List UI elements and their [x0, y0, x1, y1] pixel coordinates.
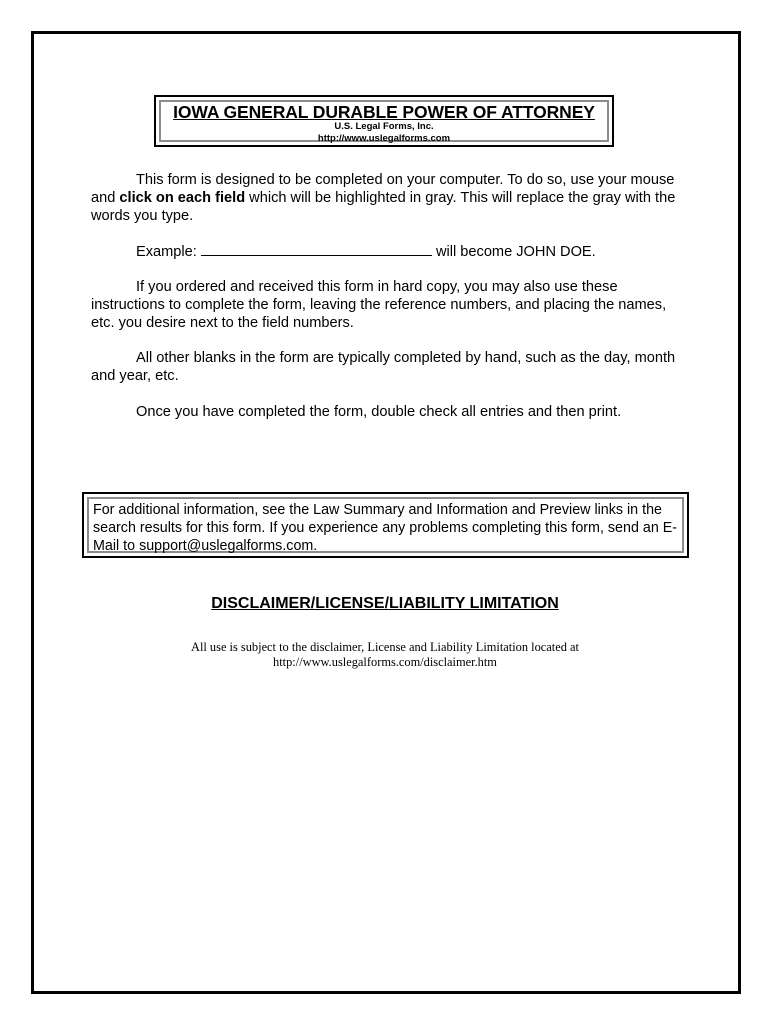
instruction-text-3: If you ordered and received this form in hard copy, you may also use these instructions to complete the form, leaving the reference numbers, and placing the names, etc. you desire next to the field numbers. — [91, 279, 667, 331]
disclaimer-text — [0, 640, 770, 670]
example-blank-field — [201, 242, 432, 256]
additional-info-box — [82, 492, 689, 558]
example-result: will become JOHN DOE. — [435, 244, 596, 260]
additional-info-text: For additional information, see the Law Summary and Information and Preview links in the search results for this form. If you experience any problems completing this form, send an E-Mail to support@uslegalforms.com. — [93, 502, 678, 554]
instruction-text-4: All other blanks in the form are typically completed by hand, such as the day, month and year, etc. — [91, 350, 676, 384]
instruction-paragraph-5 — [91, 403, 691, 421]
disclaimer-line-1: All use is subject to the disclaimer, License and Liability Limitation located at — [191, 640, 579, 654]
instruction-bold-text: click on each field — [119, 190, 246, 206]
company-name: U.S. Legal Forms, Inc. — [334, 121, 434, 132]
example-label: Example: — [136, 244, 197, 260]
document-title: IOWA GENERAL DURABLE POWER OF ATTORNEY — [173, 102, 595, 122]
instruction-paragraph-3 — [91, 278, 691, 332]
title-box — [154, 95, 614, 147]
instruction-text-5: Once you have completed the form, double check all entries and then print. — [136, 404, 622, 420]
disclaimer-heading: DISCLAIMER/LICENSE/LIABILITY LIMITATION — [211, 595, 559, 612]
instruction-text-1a: This form is designed to be completed on your computer. To do so, use your mouse and — [91, 172, 675, 206]
company-website: http://www.uslegalforms.com — [317, 133, 451, 144]
instruction-paragraph-1 — [91, 171, 691, 225]
example-paragraph — [91, 242, 691, 261]
instruction-text-1b: which will be highlighted in gray. This will replace the gray with the words you type. — [91, 190, 676, 224]
instruction-paragraph-4 — [91, 349, 691, 385]
disclaimer-link[interactable]: http://www.uslegalforms.com/disclaimer.htm — [273, 655, 497, 669]
